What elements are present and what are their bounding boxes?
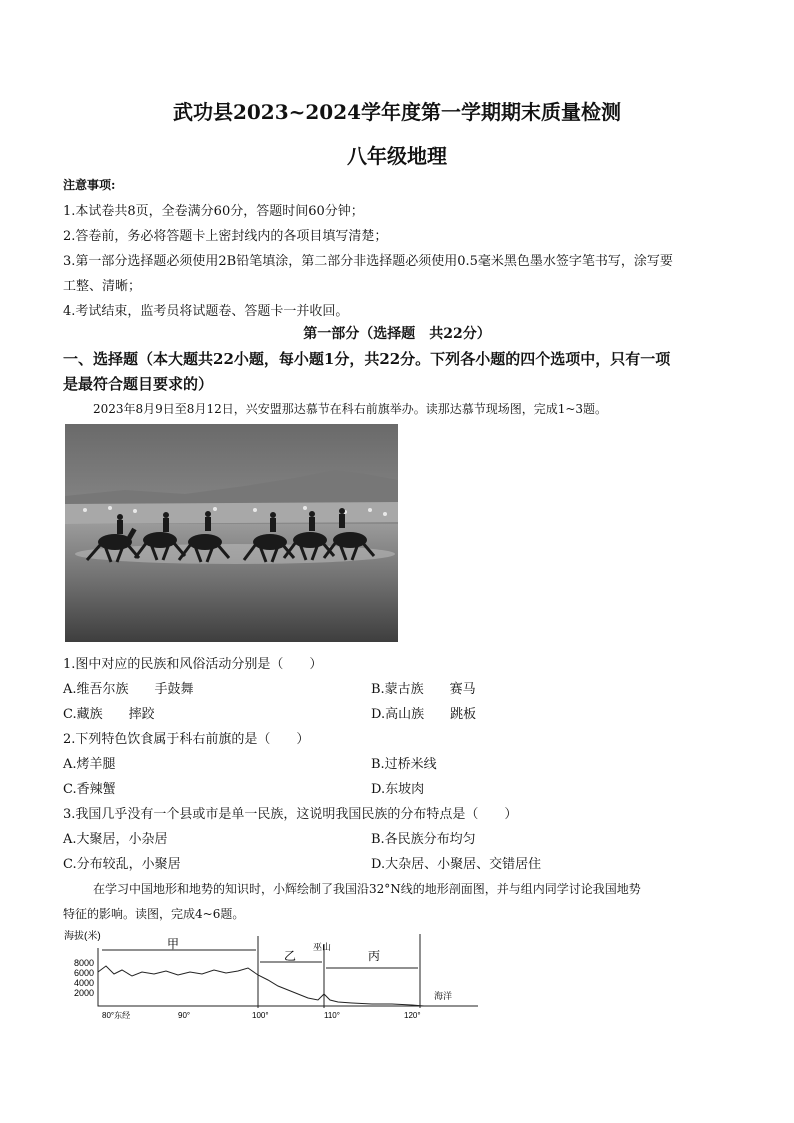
notes-heading: 注意事项: bbox=[63, 178, 116, 192]
passage-intro-2: 在学习中国地形和地势的知识时，小辉绘制了我国沿32°N线的地形剖面图，并与组内同学讨论我国地势 bbox=[93, 882, 641, 896]
note-item: 工整、清晰； bbox=[63, 279, 142, 294]
question-3-option-c: C.分布较乱，小聚居 bbox=[63, 857, 181, 872]
question-3-option-a: A.大聚居，小杂居 bbox=[63, 832, 168, 847]
passage-intro: 2023年8月9日至8月12日，兴安盟那达慕节在科右前旗举办。读那达慕节现场图，完成1~3题。 bbox=[93, 402, 608, 416]
note-item: 1.本试卷共8页，全卷满分60分，答题时间60分钟； bbox=[63, 204, 364, 219]
section-instructions: 一、选择题（本大题共22小题，每小题1分，共22分。下列各小题的四个选项中，只有一项 bbox=[63, 350, 671, 368]
profile-ytick: 2000 bbox=[74, 988, 95, 998]
region-label-jia: 甲 bbox=[167, 937, 180, 951]
question-3-option-b: B.各民族分布均匀 bbox=[371, 832, 476, 847]
part1-heading: 第一部分（选择题 共22分） bbox=[303, 326, 491, 342]
question-1-option-b: B.蒙古族 赛马 bbox=[371, 682, 476, 697]
question-1-option-c: C.藏族 摔跤 bbox=[63, 707, 155, 722]
note-item: 3.第一部分选择题必须使用2B铅笔填涂，第二部分非选择题必须使用0.5毫米黑色墨水签字笔书写，涂写要 bbox=[63, 254, 673, 269]
passage-intro-2-cont: 特征的影响。读图，完成4~6题。 bbox=[63, 907, 245, 921]
mountain-label: 巫山 bbox=[313, 942, 332, 952]
section-instructions-cont: 是最符合题目要求的） bbox=[63, 375, 214, 393]
exam-title: 武功县2023~2024学年度第一学期期末质量检测 bbox=[172, 100, 622, 124]
question-1-option-a: A.维吾尔族 手鼓舞 bbox=[63, 682, 194, 697]
note-item: 4.考试结束，监考员将试题卷、答题卡一并收回。 bbox=[63, 304, 349, 319]
question-3-option-d: D.大杂居、小聚居、交错居住 bbox=[371, 857, 542, 872]
exam-subtitle: 八年级地理 bbox=[347, 144, 447, 168]
profile-xtick: 100° bbox=[252, 1011, 269, 1020]
profile-xtick: 80°东经 bbox=[102, 1011, 131, 1020]
question-2-option-a: A.烤羊腿 bbox=[63, 757, 116, 772]
question-1-stem: 1.图中对应的民族和风俗活动分别是（ ） bbox=[63, 657, 323, 672]
naadam-photo bbox=[65, 424, 398, 642]
question-2-option-c: C.香辣蟹 bbox=[63, 782, 116, 797]
profile-terrain bbox=[98, 966, 424, 1006]
terrain-profile-chart bbox=[62, 928, 482, 1020]
profile-xtick: 90° bbox=[178, 1011, 191, 1020]
profile-ytick: 8000 bbox=[74, 958, 95, 968]
profile-xtick: 110° bbox=[324, 1011, 340, 1020]
region-label-yi: 乙 bbox=[284, 949, 297, 963]
note-item: 2.答卷前，务必将答题卡上密封线内的各项目填写清楚； bbox=[63, 229, 388, 244]
profile-xtick: 120° bbox=[404, 1011, 421, 1020]
question-2-option-b: B.过桥米线 bbox=[371, 757, 437, 772]
profile-ylabel: 海拔(米) bbox=[64, 931, 101, 942]
profile-ytick: 4000 bbox=[74, 978, 95, 988]
question-1-option-d: D.高山族 跳板 bbox=[371, 707, 477, 722]
question-2-option-d: D.东坡肉 bbox=[371, 782, 425, 797]
sea-label: 海洋 bbox=[434, 991, 453, 1001]
question-2-stem: 2.下列特色饮食属于科右前旗的是（ ） bbox=[63, 732, 310, 747]
region-label-bing: 丙 bbox=[368, 949, 381, 963]
profile-ytick: 6000 bbox=[74, 968, 95, 978]
question-3-stem: 3.我国几乎没有一个县或市是单一民族，这说明我国民族的分布特点是（ ） bbox=[63, 807, 518, 822]
